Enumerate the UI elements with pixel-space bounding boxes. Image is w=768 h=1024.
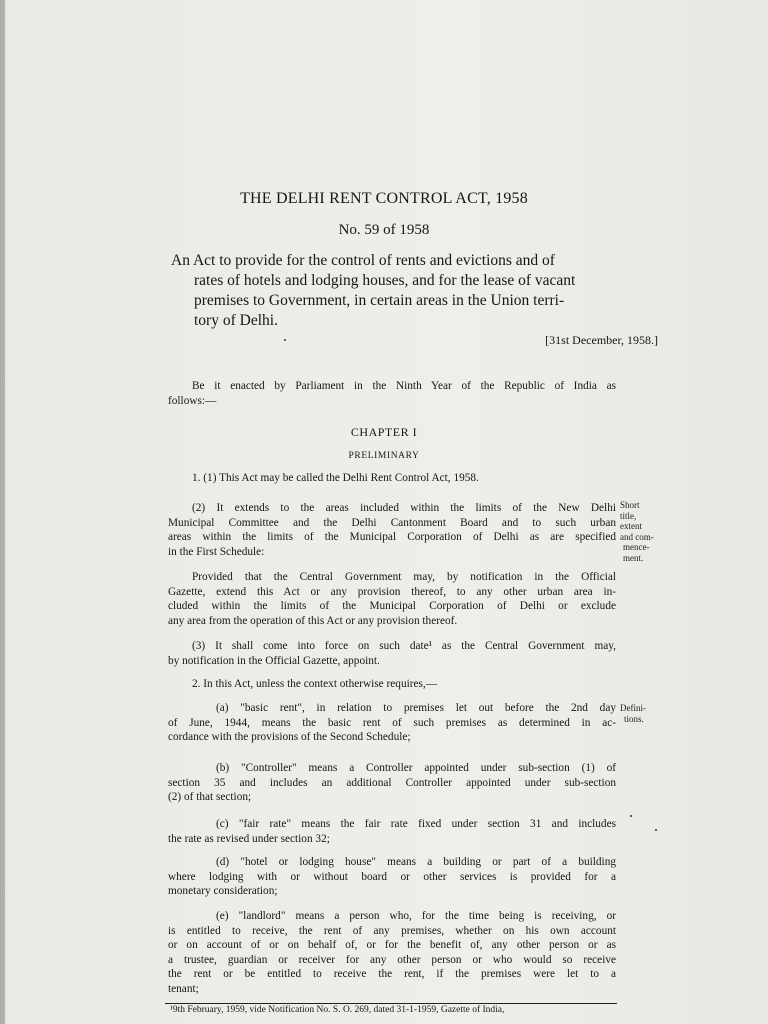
long-title bbox=[171, 251, 661, 331]
section-1-sub-3 bbox=[168, 639, 616, 668]
marginal-note-line: mence- bbox=[623, 542, 650, 552]
marginal-note-line: Short bbox=[620, 500, 640, 510]
section-line: monetary consideration; bbox=[168, 885, 278, 898]
section-line: areas within the limits of the Municipal Corporation of Delhi as are specified bbox=[168, 531, 616, 544]
section-line: (a) "basic rent", in relation to premises let out before the 2nd day bbox=[216, 702, 616, 714]
section-line: Gazette, extend this Act or any provision thereof, to any other urban area in- bbox=[168, 585, 616, 598]
marginal-note-line: extent bbox=[620, 521, 642, 531]
definition-c bbox=[168, 817, 616, 846]
footnote: ¹9th February, 1959, vide Notification No. S. O. 269, dated 31-1-1959, Gazette of India, bbox=[170, 1005, 505, 1015]
section-line: a trustee, guardian or receiver for any other person or who would so receive bbox=[168, 953, 616, 966]
marginal-note-line: and com- bbox=[620, 531, 654, 542]
marginal-note-section-2 bbox=[620, 703, 646, 724]
footnote-rule bbox=[165, 1003, 617, 1004]
section-line: (2) It extends to the areas included within the limits of the New Delhi bbox=[192, 502, 616, 514]
section-line: or on account of or on behalf of, or for the benefit of, any other person or as bbox=[168, 939, 616, 952]
definition-a bbox=[168, 701, 616, 745]
section-line: (d) "hotel or lodging house" means a building or part of a building bbox=[216, 856, 616, 868]
section-line: of June, 1944, means the basic rent of such premises as determined in ac- bbox=[168, 716, 616, 729]
marginal-note-line: title, bbox=[620, 510, 637, 521]
section-line: tenant; bbox=[168, 982, 199, 995]
long-title-line: premises to Government, in certain areas in the Union terri- bbox=[194, 292, 565, 309]
long-title-line: rates of hotels and lodging houses, and for the lease of vacant bbox=[194, 272, 576, 289]
section-line: 1. (1) This Act may be called the Delhi Rent Control Act, 1958. bbox=[192, 472, 479, 484]
act-title: THE DELHI RENT CONTROL ACT, 1958 bbox=[240, 190, 528, 207]
section-line: cordance with the provisions of the Second Schedule; bbox=[168, 731, 411, 744]
enacting-clause bbox=[168, 379, 616, 408]
section-line: cluded within the limits of the Municipal Corporation of Delhi or exclude bbox=[168, 600, 616, 613]
marginal-note-line: tions. bbox=[624, 713, 644, 724]
section-line: Provided that the Central Government may, by notification in the Official bbox=[192, 571, 616, 583]
section-line: (e) "landlord" means a person who, for the time being is receiving, or bbox=[216, 910, 616, 922]
section-1-sub-1 bbox=[168, 471, 616, 486]
long-title-line: An Act to provide for the control of rents and evictions and of bbox=[171, 252, 555, 269]
section-line: section 35 and includes an additional Controller appointed under sub-section bbox=[168, 776, 616, 789]
section-2-intro bbox=[168, 677, 616, 692]
marginal-note-line: ment. bbox=[623, 552, 644, 563]
section-line: (3) It shall come into force on such date¹ as the Central Government may, bbox=[192, 640, 616, 652]
enacting-clause-line: Be it enacted by Parliament in the Ninth Year of the Republic of India as bbox=[192, 380, 616, 392]
section-line: in the First Schedule: bbox=[168, 545, 265, 558]
section-line: Municipal Committee and the Delhi Cantonment Board and to such urban bbox=[168, 516, 616, 529]
marginal-note-line: Defini- bbox=[620, 703, 646, 713]
scan-speck bbox=[284, 339, 286, 341]
section-line: by notification in the Official Gazette, appoint. bbox=[168, 654, 380, 667]
section-1-proviso bbox=[168, 570, 616, 628]
scan-speck bbox=[655, 829, 657, 831]
enactment-date: [31st December, 1958.] bbox=[545, 333, 658, 347]
definition-b bbox=[168, 761, 616, 805]
section-line: where lodging with or without board or other services is provided for a bbox=[168, 870, 616, 883]
act-number: No. 59 of 1958 bbox=[338, 222, 430, 238]
long-title-line: tory of Delhi. bbox=[194, 312, 278, 329]
section-line: (c) "fair rate" means the fair rate fixed under section 31 and includes bbox=[216, 818, 616, 830]
marginal-note-section-1 bbox=[620, 500, 654, 563]
chapter-title: PRELIMINARY bbox=[348, 451, 420, 461]
scan-edge-shadow bbox=[0, 0, 5, 1024]
section-line: (2) of that section; bbox=[168, 791, 252, 804]
scan-speck bbox=[630, 815, 632, 817]
chapter-heading: CHAPTER I bbox=[350, 425, 418, 439]
section-line: 2. In this Act, unless the context otherwise requires,— bbox=[192, 678, 438, 690]
section-line: the rent or be entitled to receive the rent, if the premises were let to a bbox=[168, 968, 616, 981]
section-line: any area from the operation of this Act or any provision thereof. bbox=[168, 614, 458, 627]
section-1-sub-2 bbox=[168, 501, 616, 559]
section-line: the rate as revised under section 32; bbox=[168, 832, 330, 845]
enacting-clause-line: follows:— bbox=[168, 394, 217, 407]
definition-e bbox=[168, 909, 616, 997]
section-line: is entitled to receive, the rent of any premises, whether on his own account bbox=[168, 924, 616, 937]
section-line: (b) "Controller" means a Controller appointed under sub-section (1) of bbox=[216, 762, 616, 774]
definition-d bbox=[168, 855, 616, 899]
